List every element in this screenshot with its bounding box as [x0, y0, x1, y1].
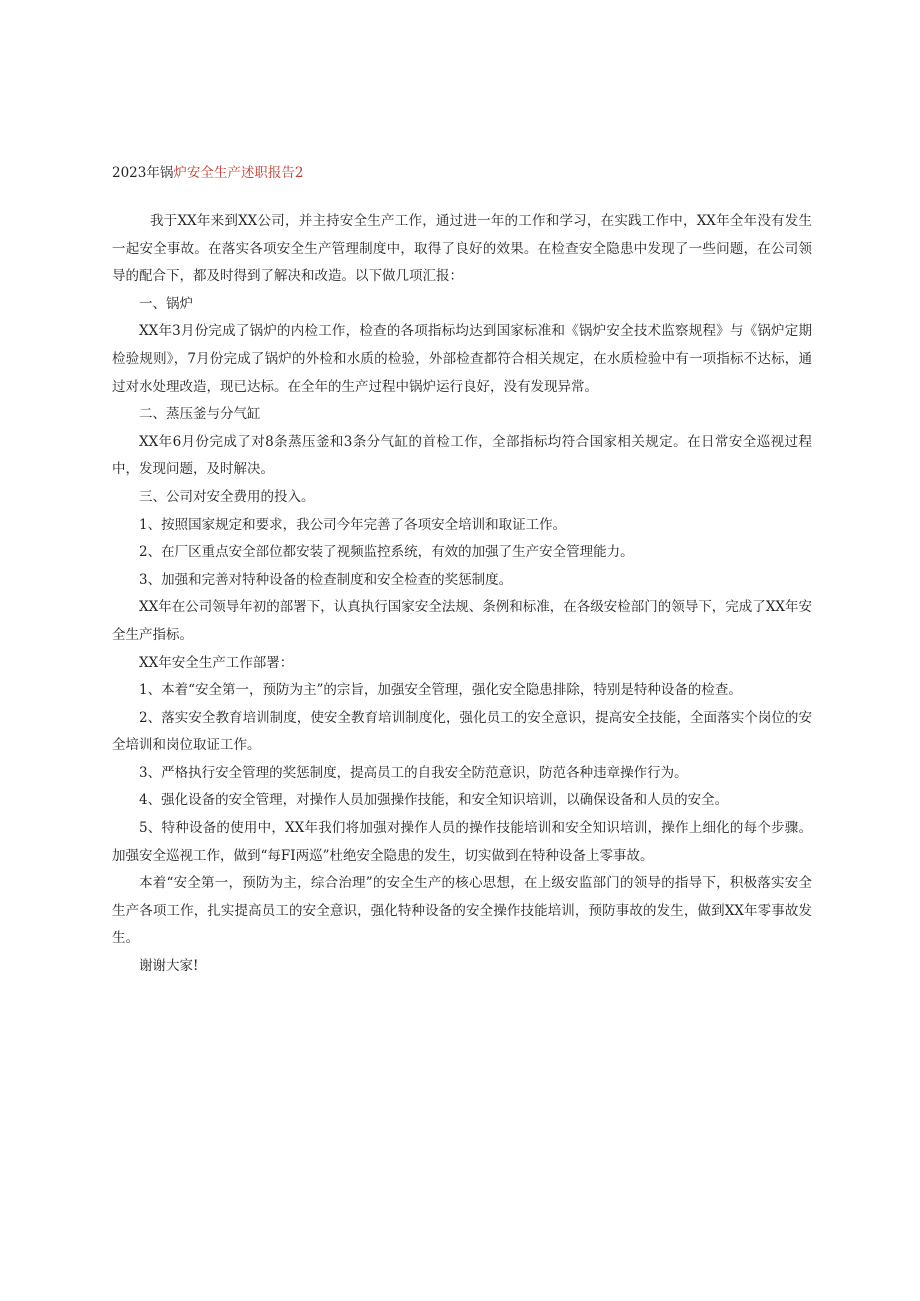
paragraph-conclusion: 本着“安全第一，预防为主，综合治理”的安全生产的核心思想，在上级安监部门的领导的指导下，积极落实安全生产各项工作，扎实提高员工的安全意识，强化特种设备的安全操作技能培训，预防事故的发生，做到XX年零事故发生。	[112, 875, 812, 947]
list-item-plan-4: 4、强化设备的安全管理，对操作人员加强操作技能，和安全知识培训，以确保设备和人员的安全。	[139, 792, 729, 809]
section-heading-investment: 三、公司对安全费用的投入。	[139, 488, 315, 505]
list-item-plan-1: 1、本着“安全第一，预防为主”的宗旨，加强安全管理，强化安全隐患排除，特别是特种设备的检查。	[139, 682, 742, 699]
paragraph-autoclave: XX年6月份完成了对8条蒸压釜和3条分气缸的首检工作，全部指标均符合国家相关规定。在日常安全巡视过程中，发现问题，及时解决。	[112, 433, 812, 478]
closing-thanks: 谢谢大家!	[139, 958, 199, 975]
document-body	[112, 208, 812, 981]
list-item-plan-3: 3、严格执行安全管理的奖惩制度，提高员工的自我安全防范意识，防范各种违章操作行为。	[139, 764, 688, 781]
title-plain-part: 2023年锅	[112, 165, 174, 181]
section-heading-plan: XX年安全生产工作部署：	[139, 654, 294, 671]
paragraph-boiler: XX年3月份完成了锅炉的内检工作，检查的各项指标均达到国家标准和《锅炉安全技术监察规程》与《锅炉定期检验规则》，7月份完成了锅炉的外检和水质的检验，外部检查都符合相关规定，在水质检验中有一项指标不达标，通过对水处理改造，现已达标。在全年的生产过程中锅炉运行良好，没有发现异常。	[112, 323, 812, 395]
paragraph-summary: XX年在公司领导年初的部署下，认真执行国家安全法规、条例和标准，在各级安检部门的领导下，完成了XX年安全生产指标。	[112, 599, 812, 643]
section-heading-boiler: 一、锅炉	[139, 295, 193, 312]
document-title	[112, 164, 303, 182]
title-accent-part: 炉安全生产述职报告2	[173, 165, 304, 181]
list-item-plan-2: 2、落实安全教育培训制度，使安全教育培训制度化，强化员工的安全意识，提高安全技能，全面落实个岗位的安全培训和岗位取证工作。	[112, 709, 812, 754]
intro-paragraph: 我于XX年来到XX公司，并主持安全生产工作，通过进一年的工作和学习，在实践工作中，XX年全年没有发生一起安全事故。在落实各项安全生产管理制度中，取得了良好的效果。在检查安全隐患中发现了一些问题，在公司领导的配合下，都及时得到了解决和改造。以下做几项汇报：	[112, 213, 812, 285]
list-item-investment-3: 3、加强和完善对特种设备的检查制度和安全检查的奖惩制度。	[139, 571, 513, 588]
list-item-investment-2: 2、在厂区重点安全部位都安装了视频监控系统，有效的加强了生产安全管理能力。	[139, 544, 634, 561]
list-item-investment-1: 1、按照国家规定和要求，我公司今年完善了各项安全培训和取证工作。	[139, 516, 567, 533]
list-item-plan-5: 5、特种设备的使用中，XX年我们将加强对操作人员的操作技能培训和安全知识培训，操作上细化的每个步骤。加强安全巡视工作，做到“每FI两巡”杜绝安全隐患的发生，切实做到在特种设备上零事故。	[112, 820, 812, 864]
section-heading-autoclave: 二、蒸压釜与分气缸	[139, 406, 261, 423]
